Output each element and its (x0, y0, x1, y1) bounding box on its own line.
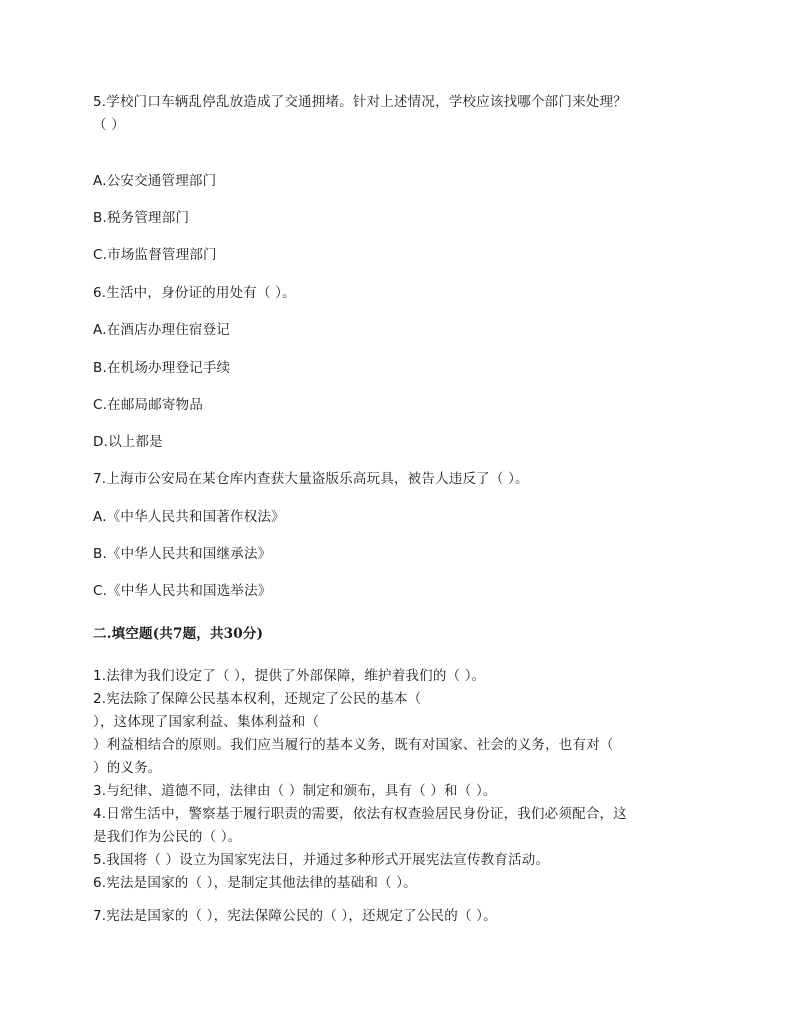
question-6-option-d: D.以上都是 (93, 434, 163, 450)
fill-blank-list (93, 665, 705, 895)
fill-question-2-line-1: 2.宪法除了保障公民基本权利，还规定了公民的基本（ (93, 691, 422, 707)
question-6-option-a: A.在酒店办理住宿登记 (93, 322, 230, 338)
fill-question-5: 5.我国将（ ）设立为国家宪法日，并通过多种形式开展宪法宣传教育活动。 (93, 852, 550, 868)
question-5-option-c: C.市场监督管理部门 (93, 247, 217, 263)
section-heading: 二.填空题(共7题，共30分) (93, 626, 264, 642)
fill-question-2-line-4: ）的义务。 (93, 760, 162, 776)
fill-question-7: 7.宪法是国家的（ ），宪法保障公民的（ ），还规定了公民的（ ）。 (93, 908, 497, 924)
question-5-stem: 5.学校门口车辆乱停乱放造成了交通拥堵。针对上述情况，学校应该找哪个部门来处理？ (93, 94, 627, 110)
question-5-option-a: A.公安交通管理部门 (93, 173, 217, 189)
question-7-stem: 7.上海市公安局在某仓库内查获大量盗版乐高玩具，被告人违反了（ ）。 (93, 471, 529, 487)
question-5-blank: （ ） (93, 117, 125, 133)
fill-question-4-line-2: 是我们作为公民的（ ）。 (93, 829, 242, 845)
question-7-option-c: C.《中华人民共和国选举法》 (93, 583, 272, 599)
fill-question-2-line-2: ），这体现了国家利益、集体利益和（ (93, 714, 320, 730)
question-6-option-b: B.在机场办理登记手续 (93, 360, 231, 376)
question-6-option-c: C.在邮局邮寄物品 (93, 397, 204, 413)
fill-question-1: 1.法律为我们设定了（ ），提供了外部保障，维护着我们的（ ）。 (93, 668, 486, 684)
question-5-option-b: B.税务管理部门 (93, 210, 190, 226)
fill-question-4-line-1: 4.日常生活中，警察基于履行职责的需要，依法有权查验居民身份证，我们必须配合，这 (93, 806, 627, 822)
question-7-option-b: B.《中华人民共和国继承法》 (93, 546, 272, 562)
fill-question-2-line-3: ）利益相结合的原则。我们应当履行的基本义务，既有对国家、社会的义务，也有对（ (93, 737, 614, 753)
fill-question-3: 3.与纪律、道德不同，法律由（ ）制定和颁布，具有（ ）和（ ）。 (93, 783, 497, 799)
fill-question-6: 6.宪法是国家的（ ），是制定其他法律的基础和（ ）。 (93, 875, 417, 891)
question-7-option-a: A.《中华人民共和国著作权法》 (93, 509, 285, 525)
question-6-stem: 6.生活中，身份证的用处有（ ）。 (93, 285, 296, 301)
